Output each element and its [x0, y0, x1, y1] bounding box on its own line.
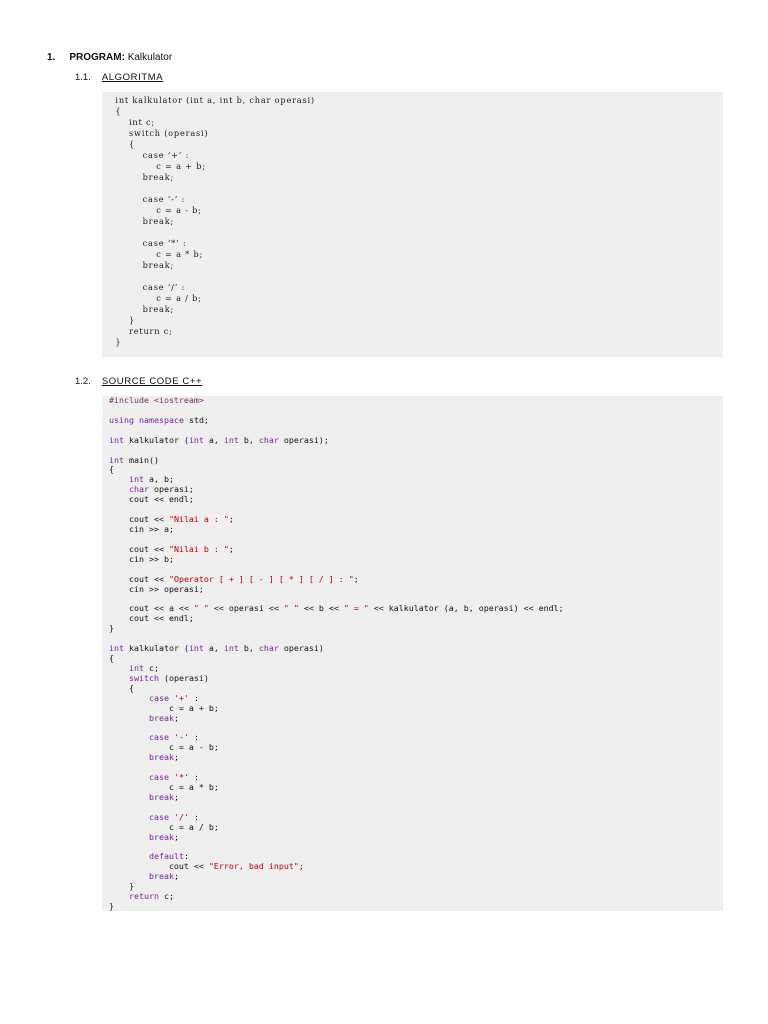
string-token: " = " [343, 603, 369, 614]
code-token: cout << [109, 861, 209, 872]
keyword-token: case [148, 772, 169, 783]
code-token: } [109, 901, 114, 912]
source-line [109, 465, 723, 475]
source-line [109, 783, 723, 793]
preprocessor-token: #include <iostream> [109, 395, 204, 405]
code-token: operasi); [278, 434, 329, 445]
algorithm-line: int kalkulator (int a, int b, char operasi) [112, 95, 315, 105]
keyword-token: namespace [138, 414, 184, 425]
code-token: c = a * b; [109, 781, 219, 792]
source-code-block [102, 396, 723, 911]
code-token: << operasi << [208, 603, 284, 614]
algorithm-line: case ‘-’ : [112, 194, 186, 204]
keyword-token: int [109, 454, 124, 465]
code-token: ; [228, 543, 234, 554]
code-token: main() [124, 454, 159, 465]
string-token: "Error, bad input" [208, 861, 299, 872]
source-line [109, 644, 723, 654]
source-line [109, 545, 723, 555]
algorithm-line: c = a + b; [112, 161, 206, 171]
keyword-token: int [109, 643, 124, 654]
keyword-token: int [128, 662, 144, 673]
code-token: cout << [109, 514, 169, 525]
algorithm-line [112, 227, 723, 238]
section-number: 1.1. [75, 72, 91, 83]
algorithm-line: { [112, 106, 122, 116]
algorithm-code-block [102, 92, 723, 357]
keyword-token: using [109, 414, 134, 425]
algorithm-line: } [112, 315, 136, 325]
keyword-token: int [109, 434, 124, 445]
code-token: c; [158, 891, 174, 902]
code-token [109, 891, 129, 901]
string-token: "Nilai b : " [168, 543, 229, 554]
source-line [109, 396, 723, 406]
code-token: cin >> operasi; [109, 583, 204, 594]
source-line [109, 624, 723, 634]
string-token: " " [193, 603, 209, 614]
string-token: '-' [173, 732, 189, 743]
keyword-token: break [148, 831, 174, 842]
source-line [109, 456, 723, 466]
code-token: << b << [298, 603, 344, 614]
string-token: '/' [173, 811, 189, 822]
code-token: { [109, 464, 114, 475]
keyword-token: case [148, 732, 169, 743]
code-token [109, 732, 149, 742]
source-line [109, 525, 723, 535]
keyword-token: break [148, 752, 174, 763]
document-heading [47, 52, 172, 63]
source-line [109, 416, 723, 426]
source-line [109, 495, 723, 505]
keyword-token: break [148, 791, 174, 802]
algorithm-line: case ‘+’ : [112, 150, 190, 160]
code-token: ; [173, 752, 179, 763]
source-line [109, 793, 723, 803]
source-line [109, 892, 723, 902]
source-line [109, 714, 723, 724]
source-line [109, 872, 723, 882]
source-line [109, 882, 723, 892]
code-token: b, [238, 434, 259, 445]
source-line [109, 604, 723, 614]
source-line [109, 614, 723, 624]
algorithm-line: c = a / b; [112, 293, 202, 303]
code-token: operasi; [148, 484, 194, 495]
heading-label: PROGRAM: [69, 52, 125, 63]
algorithm-line: { [112, 139, 136, 149]
code-token: cout << a << [109, 603, 194, 614]
code-token [109, 474, 129, 484]
source-line [109, 475, 723, 485]
source-line [109, 684, 723, 694]
string-token: "Nilai a : " [168, 514, 229, 525]
code-token: c; [143, 662, 159, 673]
source-line [109, 723, 723, 733]
code-token: c = a / b; [109, 821, 219, 832]
code-token [109, 832, 149, 842]
code-token: cin >> a; [109, 523, 174, 534]
section-number: 1.2. [75, 376, 91, 387]
code-token: a, [203, 643, 224, 654]
source-line [109, 436, 723, 446]
code-token: c = a - b; [109, 742, 219, 753]
code-token: ; [173, 791, 179, 802]
code-token: : [188, 772, 199, 783]
source-line [109, 555, 723, 565]
section-heading-algorithm [75, 72, 163, 83]
code-token: (operasi) [158, 672, 209, 683]
source-line [109, 704, 723, 714]
code-token: cout << endl; [109, 494, 194, 505]
source-line [109, 902, 723, 912]
code-token: : [183, 851, 189, 862]
algorithm-line: switch (operasi) [112, 128, 209, 138]
code-token [109, 772, 149, 782]
keyword-token: int [188, 434, 204, 445]
code-token [109, 713, 149, 723]
keyword-token: char [258, 643, 279, 654]
code-token: << kalkulator (a, b, operasi) << endl; [368, 603, 564, 614]
keyword-token: char [258, 434, 279, 445]
code-token: } [109, 881, 134, 892]
code-token: cout << [109, 573, 169, 584]
code-token: c = a + b; [109, 702, 219, 713]
source-line [109, 743, 723, 753]
source-line [109, 763, 723, 773]
code-token: ; [353, 573, 359, 584]
code-token: ; [173, 712, 179, 723]
code-token [109, 851, 149, 861]
algorithm-line: } [112, 337, 122, 347]
code-token: { [109, 652, 114, 663]
algorithm-line: break; [112, 304, 175, 314]
string-token: '+' [173, 692, 189, 703]
keyword-token: int [128, 474, 144, 485]
section-title: SOURCE CODE C++ [101, 376, 203, 387]
code-token: kalkulator ( [124, 434, 189, 445]
string-token: '*' [173, 772, 189, 783]
keyword-token: case [148, 811, 169, 822]
section-title: ALGORITMA [101, 72, 164, 83]
source-line [109, 842, 723, 852]
code-token: : [188, 692, 199, 703]
code-token: : [188, 811, 199, 822]
code-token [109, 663, 129, 673]
keyword-token: int [223, 643, 239, 654]
source-line [109, 515, 723, 525]
code-token [109, 792, 149, 802]
keyword-token: break [148, 712, 174, 723]
source-line [109, 674, 723, 684]
heading-name: Kalkulator [127, 52, 173, 63]
code-token [109, 673, 129, 683]
code-token: a, [203, 434, 224, 445]
algorithm-line: break; [112, 216, 175, 226]
keyword-token: default [148, 851, 184, 862]
code-token: } [109, 623, 114, 634]
source-line [109, 862, 723, 872]
code-token: { [109, 682, 134, 693]
section-heading-source-code [75, 376, 202, 387]
code-token: cout << endl; [109, 613, 194, 624]
code-token: operasi) [278, 643, 324, 654]
source-line [109, 803, 723, 813]
algorithm-line: c = a * b; [112, 249, 204, 259]
heading-title [69, 52, 172, 63]
keyword-token: int [223, 434, 239, 445]
keyword-token: break [148, 871, 174, 882]
code-token: ; [228, 514, 234, 525]
source-line [109, 753, 723, 763]
source-line [109, 585, 723, 595]
algorithm-line: break; [112, 172, 175, 182]
code-token [109, 693, 149, 703]
string-token: " " [283, 603, 299, 614]
code-token [109, 752, 149, 762]
code-token [109, 484, 129, 494]
algorithm-line: break; [112, 260, 175, 270]
heading-number: 1. [47, 52, 56, 63]
code-token [109, 871, 149, 881]
keyword-token: char [128, 484, 149, 495]
algorithm-line: int c; [112, 117, 155, 127]
code-token: ; [298, 861, 304, 872]
algorithm-line: case ‘/’ : [112, 282, 186, 292]
code-token: ; [173, 871, 179, 882]
code-token: : [188, 732, 199, 743]
algorithm-line: return c; [112, 326, 173, 336]
code-token [109, 812, 149, 822]
source-line [109, 654, 723, 664]
keyword-token: case [148, 692, 169, 703]
source-line [109, 446, 723, 456]
source-line [109, 823, 723, 833]
source-line [109, 485, 723, 495]
code-token: cout << [109, 543, 169, 554]
code-token: cin >> b; [109, 553, 174, 564]
algorithm-line: case ‘*’ : [112, 238, 187, 248]
keyword-token: int [188, 643, 204, 654]
code-token: a, b; [143, 474, 174, 485]
keyword-token: switch [128, 672, 159, 683]
algorithm-line [112, 271, 723, 282]
code-token: std; [183, 414, 209, 425]
source-line [109, 833, 723, 843]
algorithm-line: c = a - b; [112, 205, 202, 215]
code-token: kalkulator ( [124, 643, 189, 654]
keyword-token: return [128, 891, 159, 902]
algorithm-line [112, 183, 723, 194]
string-token: "Operator [ + ] [ - ] [ * ] [ / ] : " [168, 573, 354, 584]
code-token: b, [238, 643, 259, 654]
code-token: ; [173, 831, 179, 842]
